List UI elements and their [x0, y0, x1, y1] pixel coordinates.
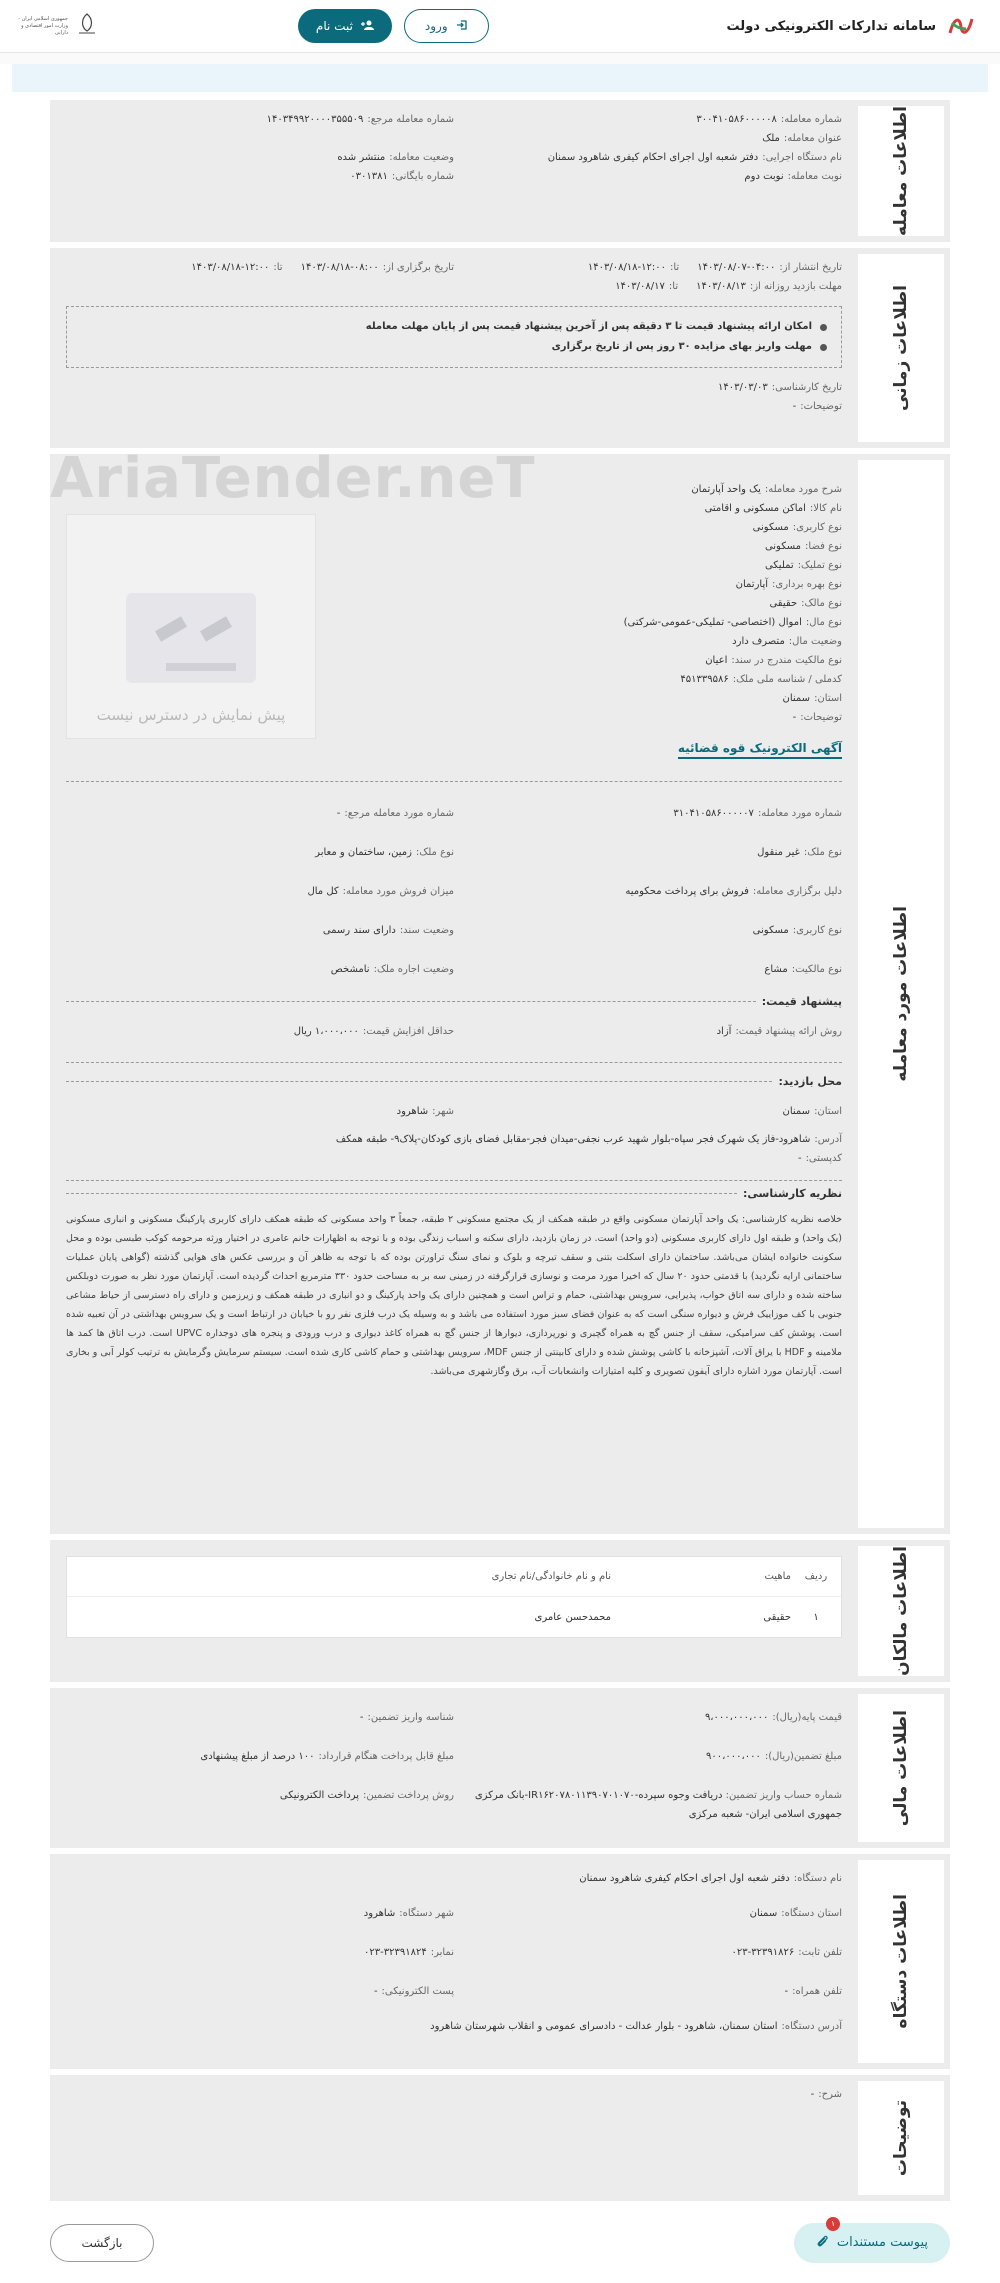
item-field-value: آپارتمان [735, 579, 769, 591]
deal-title: اطلاعات معامله [891, 106, 911, 237]
deal-side [858, 100, 950, 242]
notes-desc-label: شرح: [818, 2088, 842, 2100]
item-field-label: شرح مورد معامله: [764, 484, 842, 496]
item-field-label: استان: [814, 693, 842, 705]
visit-province: سمنان [782, 1106, 811, 1118]
price-subhead [66, 995, 842, 1008]
agency-city: شاهرود [363, 1907, 396, 1919]
visit-city-label: شهر: [432, 1106, 454, 1118]
base-price-label: قیمت پایه(ریال): [772, 1711, 842, 1723]
item-field-label: وضعیت مال: [788, 636, 842, 648]
item-grid-label: شماره مورد معامله: [757, 808, 842, 820]
agency-province-label: استان دستگاه: [781, 1907, 842, 1919]
visit-head: محل بازدید: [778, 1075, 842, 1089]
publish-from: ۱۴۰۳/۰۸/۰۷-۰۴:۰۰ [697, 262, 776, 274]
top-header [0, 0, 1000, 52]
brand[interactable] [727, 11, 976, 41]
visit-province-label: استان: [814, 1106, 842, 1118]
item-field-label: نام کالا: [809, 503, 842, 515]
item-field-label: نوع فضا: [805, 541, 842, 553]
attachment-count-badge: ۱ [826, 2217, 840, 2231]
item-field-label: کدملی / شناسه ملی ملک: [732, 674, 842, 686]
rule-1: امکان ارائه پیشنهاد قیمت تا ۳ دقیقه پس از آخرین پیشنهاد قیمت پس از پایان مهلت معامله [365, 321, 812, 333]
item-grid-cell [66, 950, 454, 989]
login-button[interactable] [404, 9, 489, 43]
item-grid-value: فروش برای پرداخت محکومیه [625, 886, 749, 898]
site-title: سامانه تدارکات الکترونیکی دولت [726, 18, 936, 34]
item-grid-value: ۳۱۰۴۱۰۵۸۶۰۰۰۰۰۷ [673, 808, 754, 820]
payment-method: پرداخت الکترونیکی [279, 1789, 359, 1801]
agency-section [50, 1854, 950, 2069]
expert-subhead [66, 1187, 842, 1200]
item-grid-label: وضعیت سند: [399, 925, 454, 937]
rule-2: مهلت واریز بهای مزایده ۳۰ روز پس از تاریخ برگزاری [551, 341, 812, 353]
col-name-header: نام و نام خانوادگی/نام تجاری [491, 1571, 611, 1583]
login-icon [456, 19, 468, 34]
table-header-row [67, 1557, 841, 1597]
phone-label: تلفن ثابت: [798, 1946, 842, 1958]
agency-address-label: آدرس دستگاه: [781, 2020, 842, 2032]
nav-strip [0, 52, 1000, 64]
guarantee-amount: ۹۰۰،۰۰۰،۰۰۰ [706, 1750, 761, 1762]
phone-number: ۰۲۳-۳۲۳۹۱۸۲۶ [731, 1946, 795, 1958]
add-user-icon [361, 19, 374, 34]
item-grid-value: دارای سند رسمی [322, 925, 396, 937]
hold-label: تاریخ برگزاری از: [382, 262, 454, 274]
expert-date-label: تاریخ کارشناسی: [771, 382, 842, 394]
item-grid-cell [454, 794, 842, 833]
visit-to-label: تا: [668, 281, 679, 293]
setad-logo-icon [946, 11, 976, 41]
account-number: دریافت وجوه سپرده-IR۱۶۲۰۷۸۰۱۱۳۹۰۷۰۱۰۷۰-بانک مرکزی جمهوری اسلامی ایران- شعبه مرکزی [474, 1789, 842, 1820]
base-price: ۹،۰۰۰،۰۰۰،۰۰۰ [704, 1711, 769, 1723]
item-field-value: اعیان [705, 655, 728, 667]
item-field-value: اماکن مسکونی و اقامتی [704, 503, 806, 515]
method-label: روش پرداخت تضمین: [363, 1789, 454, 1801]
divider [66, 781, 842, 782]
image-placeholder [66, 514, 316, 739]
deal-ref-label: شماره معامله مرجع: [367, 114, 454, 125]
login-label: ورود [424, 19, 448, 33]
item-field-value: متصرف دارد [732, 636, 785, 648]
notes-section [50, 2075, 950, 2201]
item-grid [66, 794, 842, 989]
archive-number: ۰۳۰۱۳۸۱ [350, 171, 388, 182]
item-grid-row [66, 950, 842, 989]
item-grid-value: - [336, 808, 341, 820]
email-address: - [373, 1985, 378, 1997]
agency-province: سمنان [749, 1907, 778, 1919]
owner-row-number: ۱ [813, 1611, 819, 1623]
auth-buttons [298, 9, 489, 43]
item-field-label: نوع مالکیت مندرج در سند: [731, 655, 842, 667]
hold-to-label: تا: [273, 262, 283, 274]
paperclip-icon [816, 2234, 829, 2252]
finance-side [858, 1688, 950, 1848]
agency-side [858, 1854, 950, 2069]
notes-desc: - [810, 2088, 815, 2100]
postal-code: - [797, 1153, 802, 1165]
expert-date: ۱۴۰۳/۰۳/۰۳ [718, 382, 768, 394]
hold-to: ۱۴۰۳/۰۸/۱۸-۱۲:۰۰ [191, 262, 270, 274]
item-section [50, 446, 950, 1534]
item-grid-row [66, 833, 842, 872]
item-grid-cell [66, 872, 454, 911]
owners-side [858, 1540, 950, 1682]
archive-label: شماره بایگانی: [391, 171, 454, 182]
agency-address: استان سمنان، شاهرود - بلوار عدالت - دادسرای عمومی و انقلاب شهرستان شاهرود [430, 2020, 778, 2032]
min-inc: ۱،۰۰۰،۰۰۰ ریال [293, 1026, 359, 1038]
time-desc: - [792, 401, 797, 413]
item-field-value: - [792, 712, 797, 724]
item-grid-cell [454, 833, 842, 872]
time-title: اطلاعات زمانی [891, 285, 911, 412]
visit-subhead [66, 1075, 842, 1088]
item-grid-label: نوع ملک: [803, 847, 842, 859]
owners-title: اطلاعات مالکان [891, 1546, 911, 1676]
agency-city-label: شهر دستگاه: [399, 1907, 454, 1919]
item-field-value: اموال (اختصاصی- تملیکی-عمومی-شرکتی) [623, 617, 802, 629]
rules-box [66, 306, 842, 368]
deal-ref: ۱۴۰۳۴۹۹۲۰۰۰۰۳۵۵۵۰۹ [266, 114, 364, 125]
gavel-icon [116, 583, 266, 696]
item-field-label: نوع تملیک: [797, 560, 842, 572]
attachments-button[interactable] [794, 2219, 950, 2263]
agency-title: اطلاعات دستگاه [891, 1894, 911, 2029]
postal-label: کدپستی: [805, 1153, 842, 1165]
guarantee-id: - [359, 1711, 364, 1723]
item-grid-label: شماره مورد معامله مرجع: [344, 808, 454, 820]
deal-number: ۳۰۰۴۱۰۵۸۶۰۰۰۰۰۸ [696, 114, 777, 125]
expert-opinion-text: خلاصه نظریه کارشناسی: یک واحد آپارتمان مسکونی واقع در طبقه همکف از یک مجتمع مسکونی ۲ طبقه، جمعاً ۳ واحد مسکونی که طبقه همکف دارای کاربری پارکینگ مسکونی و انباری مسکونی (یک واحد) و طبقه اول دارای کاربری مسکونی (دو واحد) است. در زمان بازدید، دارای سکنه و اسباب زندگی بوده و با توجه به اظهارات خانم عامری در اختیار ورثه مرحومه کوکب طبسی بوده و محل سکونت خانواده ایشان می‌باشد. ساختمان دارای اسکلت بتنی و سقف تیرچه و بلوک و نمای سنگ تراورتن بوده که با توجه به ظاهر آن و بررسی عکس های هوایی گذشته (گواهی پایان عملیات ساختمانی ارایه نگردید) با قدمتی حدود ۲۰ سال که اخیرا مورد مرمت و نوسازی قرارگرفته در زمینی سه بر به مساحت حدود ۳۳۰ مترمربع احداث گردیده است. آپارتمان مورد نظر به صورت دوبلکس ساخته شده و دارای سه اتاق خواب، پذیرایی، سرویس بهداشتی، حمام و تراس است و همچنین دارای یک واحد پارکینگ و دو انباری در طبقه همکف و زیرزمین و دارای راه دسترسی از حیاط مشاعی جنوبی با کف موزاییک فرش و دیواره سنگی است که به عنوان فضای سبز مورد استفاده می باشد و به وسیله یک درب فلزی نفر رو با خیابان در ارتباط است و یک سرویس بهداشتی در آن تعبیه شده است. پوشش کف سرامیکی، سقف از جنس گچ به همراه گچبری و نورپردازی، دیوارها از جنس گچ به همراه کاغذ دیواری و درب ورودی و پنجره های دوجداره UPVC است. درب اتاق ها کمد ها ملامینه و HDF با یراق آلات، آشپزخانه با کاشی پوشش شده و دارای کابینتی از جنس MDF، سرویس بهداشتی و حمام کاشی کاری شده است. سیستم سرمایش وگرمایش به ترتیب کولر آبی و بخاری است. آپارتمان مورد اشاره دارای آیفون تصویری و کلیه امتیازات وانشعابات آب، برق وگازشهری می‌باشد. [66, 1214, 843, 1378]
owners-table [66, 1556, 842, 1638]
owner-name: محمدحسن عامری [534, 1611, 611, 1623]
item-field-label: توضیحات: [800, 712, 842, 724]
mobile-label: تلفن همراه: [792, 1985, 842, 1997]
guarantee-label: مبلغ تضمین(ریال): [764, 1750, 842, 1762]
col-type-header: ماهیت [764, 1571, 791, 1583]
judiciary-ad-link[interactable]: آگهی الکترونیک قوه قضائیه [678, 741, 842, 759]
footer-actions [0, 2207, 1000, 2283]
deal-subject-label: عنوان معامله: [783, 133, 842, 144]
item-side [858, 454, 950, 1534]
item-grid-value: کل مال [307, 886, 339, 898]
deal-status: منتشر شده [337, 152, 386, 163]
no-preview-text: پیش نمایش در دسترس نیست [96, 706, 286, 725]
payable-amount: ۱۰۰ درصد از مبلغ پیشنهادی [200, 1750, 315, 1762]
bullet-icon [820, 344, 827, 351]
deal-subject: ملک [762, 133, 780, 144]
visit-city: شاهرود [396, 1106, 429, 1118]
publish-label: تاریخ انتشار از: [779, 262, 842, 274]
deal-status-label: وضعیت معامله: [389, 152, 454, 163]
item-field-value: تملیکی [764, 560, 794, 572]
guarantee-id-label: شناسه واریز تضمین: [367, 1711, 454, 1723]
hold-from: ۱۴۰۳/۰۸/۱۸-۰۸:۰۰ [300, 262, 379, 274]
item-grid-label: نوع ملک: [415, 847, 454, 859]
publish-to-label: تا: [670, 262, 680, 274]
item-field-value: حقیقی [769, 598, 798, 610]
divider [66, 1062, 842, 1063]
notes-side [858, 2075, 950, 2201]
col-row-header: ردیف [804, 1571, 828, 1583]
item-field-label: نوع مال: [805, 617, 842, 629]
notes-title: توضیحات [891, 2099, 911, 2176]
deal-number-label: شماره معامله: [780, 114, 842, 125]
item-grid-value: مشاع [764, 964, 788, 976]
deal-turn: نوبت دوم [744, 171, 784, 182]
price-head: پیشنهاد قیمت: [761, 995, 842, 1009]
visit-to: ۱۴۰۳/۰۸/۱۷ [615, 281, 665, 293]
payable-label: مبلغ قابل پرداخت هنگام قرارداد: [318, 1750, 454, 1762]
visit-label: مهلت بازدید روزانه از: [749, 281, 842, 293]
account-label: شماره حساب واریز تضمین: [725, 1789, 842, 1801]
emblem-icon [74, 11, 100, 41]
fax-label: نمابر: [430, 1946, 454, 1958]
item-grid-cell [66, 833, 454, 872]
table-row [67, 1597, 841, 1637]
item-field-value: یک واحد آپارتمان [691, 484, 761, 496]
item-grid-label: دلیل برگزاری معامله: [752, 886, 842, 898]
bullet-icon [820, 324, 827, 331]
item-grid-label: وضعیت اجاره ملک: [373, 964, 454, 976]
item-field-value: سمنان [782, 693, 811, 705]
register-button[interactable] [298, 9, 392, 43]
info-bar [12, 64, 988, 92]
owners-section [50, 1540, 950, 1682]
min-inc-label: حداقل افزایش قیمت: [362, 1026, 454, 1038]
register-label: ثبت نام [315, 19, 353, 33]
item-grid-cell [66, 794, 454, 833]
item-field-value: ۴۵۱۳۳۹۵۸۶ [680, 674, 729, 686]
email-label: پست الکترونیکی: [381, 1985, 454, 1997]
item-grid-label: نوع مالکیت: [791, 964, 842, 976]
finance-title: اطلاعات مالی [891, 1709, 911, 1826]
expert-head: نظریه کارشناسی: [743, 1187, 842, 1201]
item-grid-value: غیر منقول [757, 847, 800, 859]
watermark-text: AriaTender.neT [50, 446, 536, 512]
back-button[interactable]: بازگشت [50, 2224, 154, 2262]
agency-name-label: نام دستگاه: [793, 1872, 842, 1884]
item-grid-cell [454, 950, 842, 989]
item-field-label: نوع کاربری: [792, 522, 842, 534]
divider [66, 1180, 842, 1181]
time-desc-label: توضیحات: [800, 401, 842, 413]
gov-logo [18, 11, 100, 41]
attachments-label: پیوست مستندات [836, 2235, 928, 2251]
org-label: نام دستگاه اجرایی: [762, 152, 842, 163]
item-grid-value: مسکونی [752, 925, 789, 937]
finance-section [50, 1688, 950, 1848]
item-grid-cell [66, 911, 454, 950]
item-grid-value: نامشخص [330, 964, 370, 976]
item-field-label: نوع مالک: [801, 598, 842, 610]
item-grid-label: میزان فروش مورد معامله: [342, 886, 454, 898]
item-grid-value: زمین، ساختمان و معابر [315, 847, 412, 859]
item-grid-row [66, 794, 842, 833]
org-name: دفتر شعبه اول اجرای احکام کیفری شاهرود سمنان [547, 152, 759, 163]
item-grid-cell [454, 911, 842, 950]
item-grid-row [66, 911, 842, 950]
deal-section [50, 100, 950, 242]
visit-from: ۱۴۰۳/۰۸/۱۳ [696, 281, 746, 293]
time-side [858, 248, 950, 448]
visit-address-label: آدرس: [814, 1134, 842, 1146]
item-title: اطلاعات مورد معامله [891, 906, 911, 1082]
time-section [50, 248, 950, 448]
visit-address: شاهرود-فاز یک شهرک فجر سپاه-بلوار شهید عرب نجفی-میدان فجر-مقابل فضای بازی کودکان-پلاک۹- طبقه همکف [335, 1134, 811, 1146]
item-field-label: نوع بهره برداری: [772, 579, 842, 591]
owner-type: حقیقی [763, 1611, 791, 1623]
fax-number: ۰۲۳-۳۲۳۹۱۸۲۴ [364, 1946, 427, 1958]
item-field-value: مسکونی [752, 522, 789, 534]
price-method: آزاد [716, 1026, 732, 1038]
gov-logo-text: جمهوری اسلامی ایران - وزارت امور اقتصادی و دارایی [18, 15, 69, 36]
item-grid-row [66, 872, 842, 911]
item-field-value: مسکونی [764, 541, 802, 553]
mobile-number: - [784, 1985, 789, 1997]
agency-name: دفتر شعبه اول اجرای احکام کیفری شاهرود سمنان [579, 1872, 790, 1884]
deal-turn-label: نوبت معامله: [787, 171, 842, 182]
item-grid-label: نوع کاربری: [792, 925, 842, 937]
item-grid-cell [454, 872, 842, 911]
publish-to: ۱۴۰۳/۰۸/۱۸-۱۲:۰۰ [587, 262, 667, 274]
price-method-label: روش ارائه پیشنهاد قیمت: [735, 1026, 842, 1038]
